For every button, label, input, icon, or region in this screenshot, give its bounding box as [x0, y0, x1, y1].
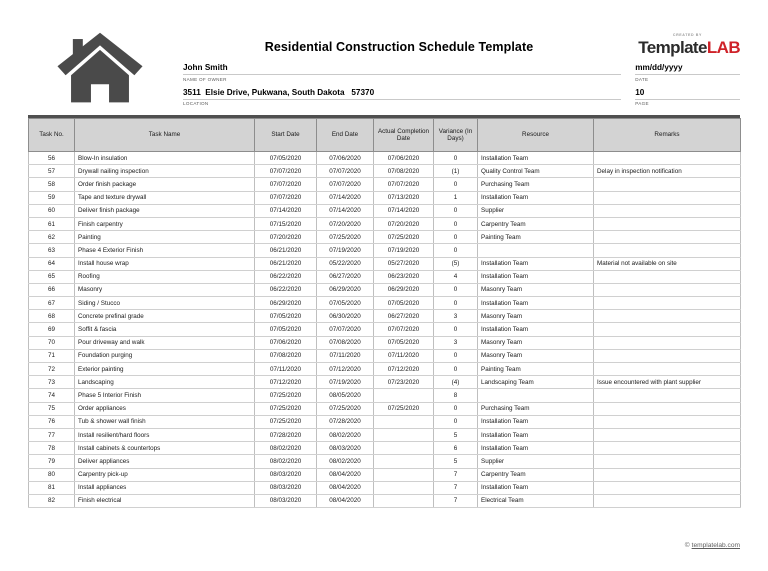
cell-variance: 0: [434, 204, 478, 217]
cell-resource: Carpentry Team: [478, 468, 594, 481]
cell-start-date: 07/07/2020: [255, 178, 317, 191]
cell-task-name: Carpentry pick-up: [75, 468, 255, 481]
location-value[interactable]: 3511 Elsie Drive, Pukwana, South Dakota 57370: [183, 87, 621, 100]
cell-resource: Supplier: [478, 204, 594, 217]
footer-credit: [685, 542, 740, 549]
cell-end-date: 07/07/2020: [317, 165, 374, 178]
cell-remarks: [594, 323, 741, 336]
cell-task-name: Soffit & fascia: [75, 323, 255, 336]
cell-task-no: 80: [29, 468, 75, 481]
cell-resource: Supplier: [478, 455, 594, 468]
cell-start-date: 08/02/2020: [255, 455, 317, 468]
cell-remarks: [594, 231, 741, 244]
cell-resource: Painting Team: [478, 363, 594, 376]
cell-variance: 0: [434, 415, 478, 428]
cell-end-date: 07/07/2020: [317, 178, 374, 191]
cell-task-no: 77: [29, 428, 75, 441]
cell-task-name: Install appliances: [75, 481, 255, 494]
cell-variance: (4): [434, 376, 478, 389]
cell-start-date: 07/15/2020: [255, 217, 317, 230]
cell-resource: [478, 244, 594, 257]
cell-end-date: 06/29/2020: [317, 283, 374, 296]
cell-task-no: 56: [29, 152, 75, 165]
cell-start-date: 07/25/2020: [255, 402, 317, 415]
cell-actual-completion-date: 06/29/2020: [374, 283, 434, 296]
cell-resource: Masonry Team: [478, 349, 594, 362]
cell-task-name: Roofing: [75, 270, 255, 283]
column-header-actual-completion-date[interactable]: Actual Completion Date: [374, 119, 434, 152]
column-header-resource[interactable]: Resource: [478, 119, 594, 152]
location-page-row: [183, 87, 740, 112]
table-row[interactable]: [29, 283, 741, 296]
cell-task-name: Foundation purging: [75, 349, 255, 362]
cell-variance: 7: [434, 494, 478, 507]
cell-end-date: 07/19/2020: [317, 244, 374, 257]
table-row[interactable]: [29, 165, 741, 178]
cell-remarks: [594, 402, 741, 415]
cell-start-date: 06/29/2020: [255, 297, 317, 310]
cell-start-date: 07/05/2020: [255, 310, 317, 323]
cell-variance: 0: [434, 152, 478, 165]
page-title: Residential Construction Schedule Template: [264, 40, 534, 54]
owner-value[interactable]: John Smith: [183, 62, 621, 75]
cell-start-date: 07/07/2020: [255, 165, 317, 178]
cell-start-date: 07/25/2020: [255, 389, 317, 402]
cell-task-no: 78: [29, 442, 75, 455]
cell-task-no: 61: [29, 217, 75, 230]
cell-task-no: 79: [29, 455, 75, 468]
cell-task-name: Landscaping: [75, 376, 255, 389]
owner-date-row: [183, 62, 740, 87]
cell-task-no: 75: [29, 402, 75, 415]
date-label: DATE: [635, 76, 649, 82]
date-value[interactable]: mm/dd/yyyy: [635, 62, 740, 75]
location-label: LOCATION: [183, 101, 209, 106]
table-row[interactable]: [29, 442, 741, 455]
cell-remarks: [594, 270, 741, 283]
cell-end-date: 07/05/2020: [317, 297, 374, 310]
cell-task-name: Deliver finish package: [75, 204, 255, 217]
cell-task-name: Drywall nailing inspection: [75, 165, 255, 178]
table-row[interactable]: [29, 178, 741, 191]
cell-start-date: 07/05/2020: [255, 323, 317, 336]
table-row[interactable]: [29, 428, 741, 441]
cell-end-date: 07/14/2020: [317, 191, 374, 204]
cell-remarks: [594, 191, 741, 204]
table-row[interactable]: [29, 323, 741, 336]
cell-variance: 7: [434, 468, 478, 481]
cell-resource: Installation Team: [478, 257, 594, 270]
cell-end-date: 07/12/2020: [317, 363, 374, 376]
cell-task-no: 71: [29, 349, 75, 362]
table-row[interactable]: [29, 376, 741, 389]
cell-task-no: 62: [29, 231, 75, 244]
table-header: [29, 119, 741, 152]
cell-end-date: 07/25/2020: [317, 402, 374, 415]
cell-task-name: Tub & shower wall finish: [75, 415, 255, 428]
date-field: [635, 62, 740, 87]
cell-task-name: Finish electrical: [75, 494, 255, 507]
cell-start-date: 08/03/2020: [255, 494, 317, 507]
cell-remarks: [594, 310, 741, 323]
cell-actual-completion-date: 07/12/2020: [374, 363, 434, 376]
table-row[interactable]: [29, 191, 741, 204]
cell-variance: (1): [434, 165, 478, 178]
cell-resource: Masonry Team: [478, 310, 594, 323]
cell-remarks: [594, 494, 741, 507]
cell-end-date: 05/22/2020: [317, 257, 374, 270]
cell-task-no: 63: [29, 244, 75, 257]
column-header-start-date[interactable]: Start Date: [255, 119, 317, 152]
cell-task-no: 60: [29, 204, 75, 217]
cell-resource: Purchasing Team: [478, 178, 594, 191]
cell-actual-completion-date: 07/19/2020: [374, 244, 434, 257]
cell-resource: [478, 389, 594, 402]
cell-task-no: 70: [29, 336, 75, 349]
cell-task-no: 58: [29, 178, 75, 191]
cell-remarks: [594, 204, 741, 217]
cell-remarks: [594, 336, 741, 349]
cell-task-name: Install house wrap: [75, 257, 255, 270]
cell-remarks: [594, 217, 741, 230]
cell-remarks: Delay in inspection notification: [594, 165, 741, 178]
cell-task-no: 81: [29, 481, 75, 494]
cell-resource: Painting Team: [478, 231, 594, 244]
cell-end-date: 07/06/2020: [317, 152, 374, 165]
cell-resource: Quality Control Team: [478, 165, 594, 178]
cell-start-date: 07/05/2020: [255, 152, 317, 165]
cell-variance: 6: [434, 442, 478, 455]
cell-task-no: 74: [29, 389, 75, 402]
cell-resource: Purchasing Team: [478, 402, 594, 415]
table-row[interactable]: [29, 336, 741, 349]
cell-start-date: 07/07/2020: [255, 191, 317, 204]
cell-actual-completion-date: 07/06/2020: [374, 152, 434, 165]
cell-resource: Installation Team: [478, 270, 594, 283]
cell-actual-completion-date: 06/23/2020: [374, 270, 434, 283]
cell-actual-completion-date: 06/27/2020: [374, 310, 434, 323]
cell-actual-completion-date: [374, 481, 434, 494]
cell-task-name: Concrete prefinal grade: [75, 310, 255, 323]
logo-created-by-text: CREATED BY: [672, 33, 702, 37]
page-field: [635, 87, 740, 112]
cell-task-name: Finish carpentry: [75, 217, 255, 230]
cell-variance: 0: [434, 244, 478, 257]
cell-variance: 0: [434, 402, 478, 415]
table-row[interactable]: [29, 349, 741, 362]
table-row[interactable]: [29, 244, 741, 257]
cell-task-name: Painting: [75, 231, 255, 244]
cell-task-name: Phase 4 Exterior Finish: [75, 244, 255, 257]
cell-task-name: Phase 5 Interior Finish: [75, 389, 255, 402]
cell-remarks: [594, 178, 741, 191]
cell-remarks: [594, 415, 741, 428]
cell-actual-completion-date: 07/14/2020: [374, 204, 434, 217]
table-row[interactable]: [29, 415, 741, 428]
cell-end-date: 08/04/2020: [317, 494, 374, 507]
cell-variance: 0: [434, 283, 478, 296]
cell-start-date: 06/22/2020: [255, 283, 317, 296]
cell-start-date: 06/21/2020: [255, 257, 317, 270]
column-header-task-name[interactable]: Task Name: [75, 119, 255, 152]
table-row[interactable]: [29, 363, 741, 376]
cell-remarks: [594, 152, 741, 165]
cell-end-date: 07/08/2020: [317, 336, 374, 349]
cell-actual-completion-date: 07/23/2020: [374, 376, 434, 389]
cell-end-date: 08/04/2020: [317, 481, 374, 494]
table-row[interactable]: [29, 402, 741, 415]
cell-variance: 5: [434, 428, 478, 441]
cell-remarks: [594, 349, 741, 362]
cell-actual-completion-date: 07/20/2020: [374, 217, 434, 230]
cell-task-name: Deliver appliances: [75, 455, 255, 468]
table-row[interactable]: [29, 494, 741, 507]
cell-variance: 4: [434, 270, 478, 283]
cell-resource: Installation Team: [478, 415, 594, 428]
cell-variance: 0: [434, 297, 478, 310]
cell-task-no: 72: [29, 363, 75, 376]
table-body: [29, 152, 741, 508]
cell-start-date: 07/11/2020: [255, 363, 317, 376]
cell-start-date: 06/22/2020: [255, 270, 317, 283]
cell-end-date: 08/02/2020: [317, 455, 374, 468]
owner-field: [183, 62, 621, 87]
table-row[interactable]: [29, 217, 741, 230]
cell-end-date: 07/25/2020: [317, 231, 374, 244]
cell-remarks: [594, 363, 741, 376]
cell-end-date: 08/05/2020: [317, 389, 374, 402]
cell-variance: 0: [434, 178, 478, 191]
document-page: [0, 28, 768, 571]
column-header-task-no[interactable]: Task No.: [29, 119, 75, 152]
cell-start-date: 07/28/2020: [255, 428, 317, 441]
cell-variance: 0: [434, 323, 478, 336]
cell-variance: 3: [434, 336, 478, 349]
cell-remarks: [594, 455, 741, 468]
table-row[interactable]: [29, 468, 741, 481]
cell-actual-completion-date: 07/11/2020: [374, 349, 434, 362]
cell-task-no: 57: [29, 165, 75, 178]
logo-lab-text: LAB: [706, 37, 740, 57]
table-row[interactable]: [29, 204, 741, 217]
cell-end-date: 07/19/2020: [317, 376, 374, 389]
table-row[interactable]: [29, 455, 741, 468]
cell-actual-completion-date: [374, 428, 434, 441]
cell-actual-completion-date: 07/07/2020: [374, 178, 434, 191]
cell-actual-completion-date: 07/13/2020: [374, 191, 434, 204]
cell-task-no: 66: [29, 283, 75, 296]
cell-variance: 8: [434, 389, 478, 402]
cell-actual-completion-date: 07/25/2020: [374, 231, 434, 244]
location-field: [183, 87, 621, 112]
cell-actual-completion-date: [374, 468, 434, 481]
cell-actual-completion-date: [374, 442, 434, 455]
cell-task-no: 65: [29, 270, 75, 283]
cell-start-date: 08/03/2020: [255, 481, 317, 494]
cell-task-no: 69: [29, 323, 75, 336]
cell-variance: 0: [434, 231, 478, 244]
cell-start-date: 07/14/2020: [255, 204, 317, 217]
cell-task-name: Exterior painting: [75, 363, 255, 376]
cell-resource: Masonry Team: [478, 283, 594, 296]
cell-task-no: 59: [29, 191, 75, 204]
cell-actual-completion-date: 07/05/2020: [374, 297, 434, 310]
cell-actual-completion-date: 07/07/2020: [374, 323, 434, 336]
cell-task-name: Siding / Stucco: [75, 297, 255, 310]
cell-actual-completion-date: [374, 455, 434, 468]
cell-task-no: 76: [29, 415, 75, 428]
cell-start-date: 07/25/2020: [255, 415, 317, 428]
cell-task-name: Install resilient/hard floors: [75, 428, 255, 441]
cell-variance: 1: [434, 191, 478, 204]
cell-remarks: [594, 244, 741, 257]
cell-remarks: [594, 428, 741, 441]
cell-start-date: 08/03/2020: [255, 468, 317, 481]
house-icon: [54, 30, 146, 106]
cell-task-name: Pour driveway and walk: [75, 336, 255, 349]
cell-end-date: 07/20/2020: [317, 217, 374, 230]
cell-resource: Carpentry Team: [478, 217, 594, 230]
cell-remarks: Issue encountered with plant supplier: [594, 376, 741, 389]
copyright-symbol: ©: [684, 542, 690, 549]
cell-end-date: 07/07/2020: [317, 323, 374, 336]
cell-remarks: [594, 468, 741, 481]
cell-variance: 5: [434, 455, 478, 468]
table-row[interactable]: [29, 297, 741, 310]
cell-variance: 3: [434, 310, 478, 323]
cell-end-date: 08/03/2020: [317, 442, 374, 455]
owner-label: NAME OF OWNER: [183, 76, 227, 82]
cell-end-date: 06/30/2020: [317, 310, 374, 323]
page-value[interactable]: 10: [635, 87, 740, 100]
cell-actual-completion-date: 05/27/2020: [374, 257, 434, 270]
cell-actual-completion-date: [374, 389, 434, 402]
cell-resource: Installation Team: [478, 481, 594, 494]
table-row[interactable]: [29, 152, 741, 165]
cell-resource: Landscaping Team: [478, 376, 594, 389]
document-header: [28, 28, 740, 112]
cell-end-date: 08/02/2020: [317, 428, 374, 441]
cell-actual-completion-date: [374, 415, 434, 428]
cell-task-no: 68: [29, 310, 75, 323]
cell-task-no: 73: [29, 376, 75, 389]
cell-resource: Installation Team: [478, 191, 594, 204]
templatelab-link[interactable]: templatelab.com: [691, 542, 740, 549]
cell-actual-completion-date: 07/25/2020: [374, 402, 434, 415]
table-row[interactable]: [29, 310, 741, 323]
cell-remarks: [594, 297, 741, 310]
cell-variance: (5): [434, 257, 478, 270]
table-row[interactable]: [29, 270, 741, 283]
cell-task-name: Tape and texture drywall: [75, 191, 255, 204]
header-fields: [183, 62, 740, 111]
cell-task-name: Blow-In insulation: [75, 152, 255, 165]
cell-start-date: 07/20/2020: [255, 231, 317, 244]
cell-remarks: [594, 481, 741, 494]
table-row[interactable]: [29, 389, 741, 402]
cell-task-name: Order finish package: [75, 178, 255, 191]
cell-end-date: 06/27/2020: [317, 270, 374, 283]
cell-actual-completion-date: [374, 494, 434, 507]
cell-task-name: Order appliances: [75, 402, 255, 415]
cell-resource: Installation Team: [478, 442, 594, 455]
cell-variance: 0: [434, 363, 478, 376]
cell-resource: Electrical Team: [478, 494, 594, 507]
table-header-row: [29, 119, 741, 152]
column-header-remarks[interactable]: Remarks: [594, 119, 741, 152]
cell-remarks: [594, 442, 741, 455]
cell-remarks: [594, 389, 741, 402]
column-header-end-date[interactable]: End Date: [317, 119, 374, 152]
schedule-table: [28, 118, 741, 508]
cell-resource: Masonry Team: [478, 336, 594, 349]
cell-resource: Installation Team: [478, 152, 594, 165]
cell-remarks: Material not available on site: [594, 257, 741, 270]
table-row[interactable]: [29, 481, 741, 494]
cell-variance: 0: [434, 217, 478, 230]
cell-start-date: 07/06/2020: [255, 336, 317, 349]
cell-start-date: 07/08/2020: [255, 349, 317, 362]
cell-end-date: 07/28/2020: [317, 415, 374, 428]
cell-task-no: 82: [29, 494, 75, 507]
cell-remarks: [594, 283, 741, 296]
cell-resource: Installation Team: [478, 297, 594, 310]
logo-template-text: Template: [638, 37, 707, 57]
cell-end-date: 07/14/2020: [317, 204, 374, 217]
cell-task-no: 64: [29, 257, 75, 270]
cell-variance: 7: [434, 481, 478, 494]
table-row[interactable]: [29, 231, 741, 244]
cell-end-date: 07/11/2020: [317, 349, 374, 362]
cell-actual-completion-date: 07/08/2020: [374, 165, 434, 178]
cell-start-date: 08/02/2020: [255, 442, 317, 455]
cell-start-date: 07/12/2020: [255, 376, 317, 389]
table-row[interactable]: [29, 257, 741, 270]
cell-task-name: Masonry: [75, 283, 255, 296]
cell-actual-completion-date: 07/05/2020: [374, 336, 434, 349]
cell-resource: Installation Team: [478, 323, 594, 336]
page-label: PAGE: [635, 101, 649, 106]
cell-resource: Installation Team: [478, 428, 594, 441]
cell-start-date: 06/21/2020: [255, 244, 317, 257]
cell-variance: 0: [434, 349, 478, 362]
cell-task-no: 67: [29, 297, 75, 310]
column-header-variance[interactable]: Variance (In Days): [434, 119, 478, 152]
cell-end-date: 08/04/2020: [317, 468, 374, 481]
cell-task-name: Install cabinets & countertops: [75, 442, 255, 455]
